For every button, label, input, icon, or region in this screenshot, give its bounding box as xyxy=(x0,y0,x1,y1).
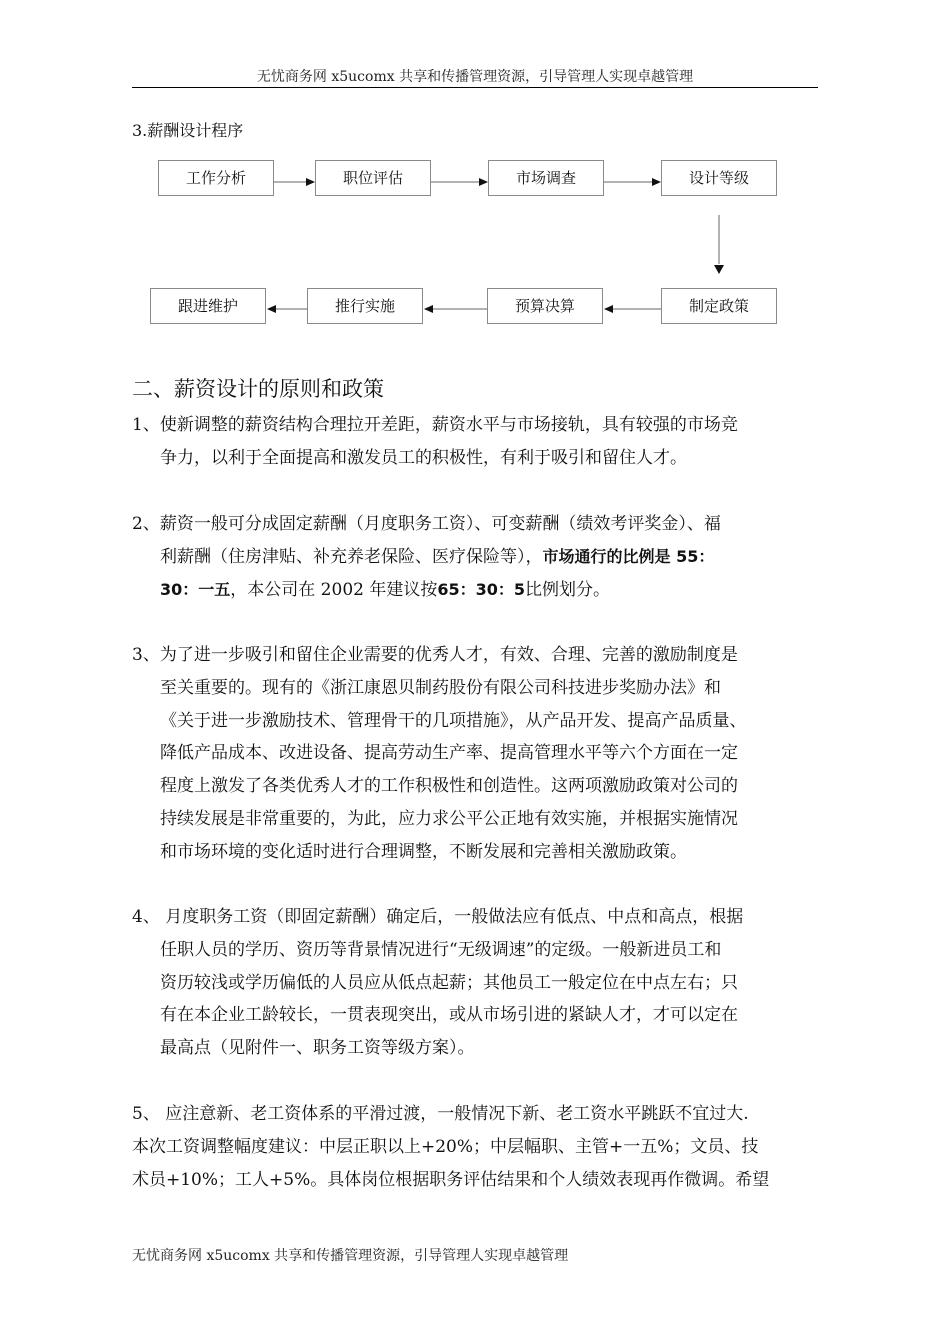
paragraph-2-line xyxy=(132,574,827,607)
flow-arrowhead-6 xyxy=(424,305,433,313)
paragraph-2-text: 比例划分。 xyxy=(525,579,611,600)
paragraph-1-line: 1、使新调整的薪资结构合理拉开差距，薪资水平与市场接轨，具有较强的市场竞 xyxy=(132,415,738,435)
flow-step-budget: 预算决算 xyxy=(487,288,603,324)
paragraph-3 xyxy=(132,639,827,869)
paragraph-5-line: 本次工资调整幅度建议：中层正职以上+20%；中层幅职、主管+一五%；文员、技 xyxy=(132,1136,759,1157)
flow-arrowhead-5 xyxy=(604,305,613,313)
paragraph-1-line: 争力，以利于全面提高和激发员工的积极性，有利于吸引和留住人才。 xyxy=(160,447,687,468)
flow-arrows xyxy=(0,0,950,400)
paragraph-3-line: 降低产品成本、改进设备、提高劳动生产率、提高管理水平等六个方面在一定 xyxy=(160,743,738,764)
paragraph-3-line: 和市场环境的变化适时进行合理调整，不断发展和完善相关激励政策。 xyxy=(160,841,687,862)
flow-title: 3.薪酬设计程序 xyxy=(132,121,244,140)
paragraph-5 xyxy=(132,1098,827,1196)
flow-step-policy: 制定政策 xyxy=(661,288,777,324)
paragraph-3-line: 3、为了进一步吸引和留住企业需要的优秀人才，有效、合理、完善的激励制度是 xyxy=(132,645,738,665)
paragraph-4-line: 资历较浅或学历偏低的人员应从低点起薪；其他员工一般定位在中点左右；只 xyxy=(160,972,738,993)
paragraph-2 xyxy=(132,508,827,606)
paragraph-3-line: 持续发展是非常重要的，为此，应力求公平公正地有效实施，并根据实施情况 xyxy=(160,808,738,829)
paragraph-4 xyxy=(132,901,827,1065)
paragraph-2-line: 2、薪资一般可分成固定薪酬（月度职务工资）、可变薪酬（绩效考评奖金）、福 xyxy=(132,514,721,534)
flow-arrowhead-4 xyxy=(714,265,724,274)
paragraph-2-line xyxy=(132,541,827,574)
paragraph-5-line: 术员+10%；工人+5%。具体岗位根据职务评估结果和个人绩效表现再作微调。希望 xyxy=(132,1169,770,1190)
paragraph-5-line: 5、 应注意新、老工资体系的平滑过渡，一般情况下新、老工资水平跳跃不宜过大. xyxy=(132,1104,749,1124)
market-ratio-text: 市场通行的比例是 55： xyxy=(542,546,715,566)
flow-step-job-analysis: 工作分析 xyxy=(158,160,274,196)
flow-arrowhead-2 xyxy=(479,178,488,186)
page-header: 无忧商务网 x5ucomx 共享和传播管理资源，引导管理人实现卓越管理 xyxy=(256,69,694,85)
flow-step-position-evaluation: 职位评估 xyxy=(315,160,431,196)
section-heading: 二、薪资设计的原则和政策 xyxy=(132,377,384,401)
proposed-ratio: 65：30：5 xyxy=(437,579,526,599)
flow-step-implementation: 推行实施 xyxy=(307,288,423,324)
header-rule xyxy=(132,87,818,88)
flow-arrowhead-1 xyxy=(306,178,315,186)
paragraph-3-line: 《关于进一步激励技术、管理骨干的几项措施》，从产品开发、提高产品质量、 xyxy=(160,710,747,731)
paragraph-3-line: 程度上激发了各类优秀人才的工作积极性和创造性。这两项激励政策对公司的 xyxy=(160,776,738,797)
paragraph-4-line: 任职人员的学历、资历等背景情况进行“无级调速”的定级。一般新进员工和 xyxy=(160,939,722,960)
paragraph-4-line: 最高点（见附件一、职务工资等级方案）。 xyxy=(160,1038,475,1059)
paragraph-3-line: 至关重要的。现有的《浙江康恩贝制药股份有限公司科技进步奖励办法》和 xyxy=(160,677,721,698)
paragraph-2-text: ，本公司在 2002 年建议按 xyxy=(230,579,438,600)
flow-step-follow-up: 跟进维护 xyxy=(150,288,266,324)
flow-step-market-survey: 市场调查 xyxy=(488,160,604,196)
flow-step-design-grades: 设计等级 xyxy=(661,160,777,196)
paragraph-2-text: 利薪酬（住房津贴、补充养老保险、医疗保险等）， xyxy=(160,546,543,567)
paragraph-4-line: 4、 月度职务工资（即固定薪酬）确定后，一般做法应有低点、中点和高点，根据 xyxy=(132,907,744,927)
paragraph-4-line: 有在本企业工龄较长，一贯表现突出，或从市场引进的紧缺人才，才可以定在 xyxy=(160,1005,738,1026)
flow-arrowhead-7 xyxy=(267,305,276,313)
paragraph-1 xyxy=(132,409,827,475)
page-footer: 无忧商务网 x5ucomx 共享和传播管理资源，引导管理人实现卓越管理 xyxy=(132,1248,569,1264)
market-ratio-value: 30：一五 xyxy=(160,579,231,599)
flow-arrowhead-3 xyxy=(652,178,661,186)
